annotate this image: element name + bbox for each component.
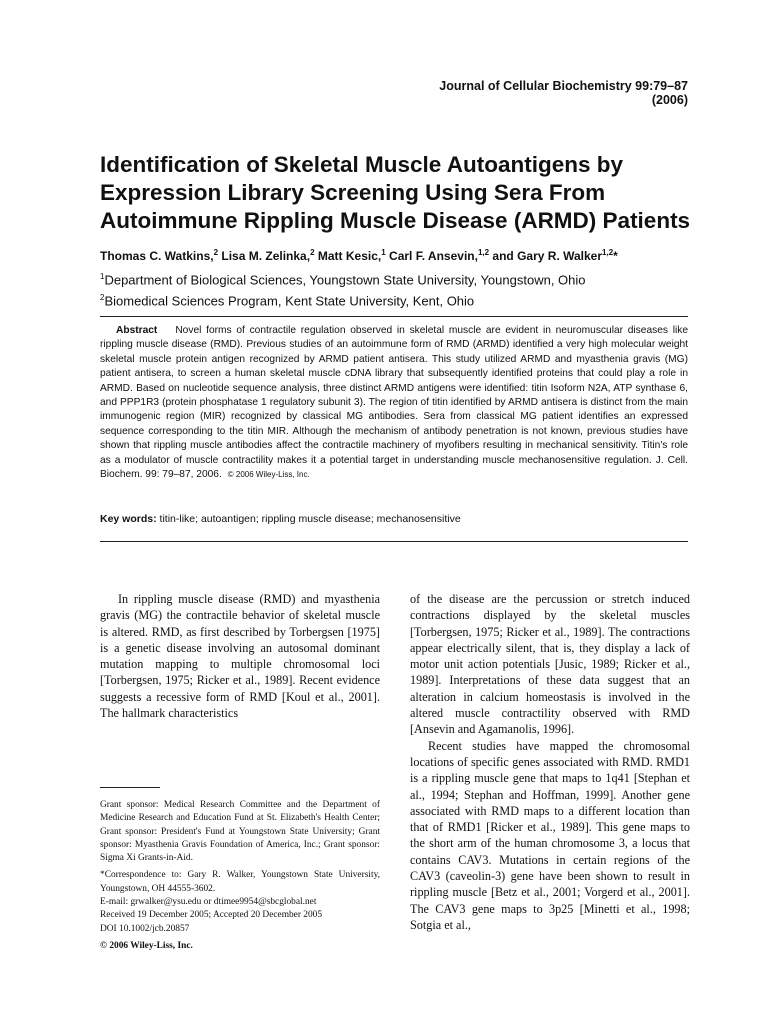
author-name: Lisa M. Zelinka, xyxy=(221,249,311,263)
keywords xyxy=(100,513,688,525)
body-paragraph: In rippling muscle disease (RMD) and myasthenia gravis (MG) the contractile behavior of skeletal muscle is altered. RMD, as first described by Torbergsen [1975] is a genetic disease involving an autosomal dominant mutation mapping to multiple chromosomal loci [Torbergsen, 1975; Ricker et al., 1989]. Recent evidence suggests a recessive form of RMD [Koul et al., 2001]. The hallmark characteristics xyxy=(100,592,380,721)
body-paragraph: Recent studies have mapped the chromosomal locations of specific genes associated with RMD. RMD1 is a rippling muscle gene that maps to 1q41 [Stephan et al., 1994; Stephan and Hoffman, 1999]. Another gene associated with RMD maps to a different location than that of RMD1 [Ricker et al., 1989]. This gene maps to the short arm of the human chromosome 3, a locus that contains CAV3. Mutations in certain regions of the CAV3 (caveolin-3) gene have been shown to result in rippling muscle [Betz et al., 2001; Vorgerd et al., 2001]. The CAV3 gene maps to 3p25 [Minetti et al., 1998; Sotgia et al., xyxy=(410,738,690,932)
title-line: Expression Library Screening Using Sera From xyxy=(100,180,606,205)
abstract-text: Novel forms of contractile regulation observed in skeletal muscle are evident in neuromuscular diseases like rippling muscle disease (RMD). Previous studies of an autoimmune form of RMD (ARMD) identified a very high molecular weight skeletal muscle protein antigen recognized by ARMD patient antisera. This study utilized ARMD and myasthenia gravis (MG) patient antisera, to screen a human skeletal muscle cDNA library that subsequently identified proteins that could play a role in ARMD. Based on nucleotide sequence analysis, three distinct ARMD antigens were identified: titin Isoform N2A, ATP synthase 6, and PPP1R3 (protein phosphatase 1 regulatory subunit 3). The region of titin identified by ARMD antisera is distinct from the main immunogenic region (MIR) recognized by classical MG antibodies. Sera from classical MG patient identifies an expressed sequence corresponding to the titin MIR. Although the mechanism of antibody penetration is not known, previous studies have shown that rippling muscle antibodies affect the contractile machinery of myofibers resulting in mechanical sensitivity. Titin's role as a modulator of muscle contractility makes it a potential target in understanding muscle mechanosensitive regulation. J. Cell. Biochem. 99: 79–87, 2006. xyxy=(100,325,688,481)
doi-footnote: DOI 10.1002/jcb.20857 xyxy=(100,923,190,934)
keywords-label: Key words: xyxy=(100,513,157,525)
affiliation-mark: 1 xyxy=(100,272,105,281)
right-column xyxy=(410,591,690,933)
author-name: and Gary R. Walker xyxy=(492,249,603,263)
abstract-label: Abstract xyxy=(116,325,158,336)
abstract-top-rule xyxy=(100,316,688,317)
affiliation-list xyxy=(100,268,700,311)
author-affiliation-mark: 1 xyxy=(381,248,386,257)
abstract-bottom-rule xyxy=(100,541,688,542)
title-line: Autoimmune Rippling Muscle Disease (ARMD) Patients xyxy=(100,208,691,233)
author-affiliation-mark: 1,2 xyxy=(477,248,490,257)
correspondence-footnote: *Correspondence to: Gary R. Walker, Youngstown State University, Youngstown, OH 44555-3602. xyxy=(100,870,380,894)
author-affiliation-mark: 1,2 xyxy=(602,248,614,257)
affiliation xyxy=(100,268,700,289)
keywords-text: titin-like; autoantigen; rippling muscle disease; mechanosensitive xyxy=(159,513,461,525)
article-title xyxy=(100,151,700,235)
affiliation xyxy=(100,289,700,310)
author-name: Thomas C. Watkins, xyxy=(100,249,214,263)
journal-citation: Journal of Cellular Biochemistry 99:79–87 (2006) xyxy=(439,79,688,107)
affiliation-text: Biomedical Sciences Program, Kent State University, Kent, Ohio xyxy=(104,293,475,309)
body-paragraph: of the disease are the percussion or stretch induced contractions displayed by the skeletal muscles [Torbergsen, 1975; Ricker et al., 1989]. The contractions appear electrically silent, that is, they display a lack of motor unit action potentials [Jusic, 1989; Ricker et al., 1989]. Interpretations of these data suggest that an alteration in calcium homeostasis is involved in the altered muscle contractility observed with RMD [Ansevin and Agamanolis, 1996]. xyxy=(410,592,690,737)
author-name: Matt Kesic, xyxy=(317,249,382,263)
email-footnote: E-mail: grwalker@ysu.edu or dtimee9954@sbcglobal.net xyxy=(100,897,317,908)
abstract xyxy=(100,324,688,482)
corresponding-author-mark: * xyxy=(613,249,618,263)
footnotes xyxy=(100,799,380,957)
affiliation-text: Department of Biological Sciences, Youngstown State University, Youngstown, Ohio xyxy=(104,272,586,288)
author-list xyxy=(100,248,700,263)
author-name: Carl F. Ansevin, xyxy=(389,249,478,263)
left-column xyxy=(100,591,380,721)
copyright-footnote: © 2006 Wiley-Liss, Inc. xyxy=(100,940,193,951)
abstract-copyright: © 2006 Wiley-Liss, Inc. xyxy=(227,470,310,480)
received-footnote: Received 19 December 2005; Accepted 20 December 2005 xyxy=(100,910,323,921)
affiliation-mark: 2 xyxy=(100,293,105,303)
grant-footnote: Grant sponsor: Medical Research Committee and the Department of Medicine Research and Education Fund at St. Elizabeth's Health Center; Grant sponsor: President's Fund at Youngstown State University; Grant sponsor: Myasthenia Gravis Foundation of America, Inc.; Grant sponsor: Sigma Xi Grants-in-Aid. xyxy=(100,800,380,864)
author-affiliation-mark: 2 xyxy=(213,248,219,257)
footnote-rule xyxy=(100,787,160,788)
author-affiliation-mark: 2 xyxy=(310,248,315,257)
title-line: Identification of Skeletal Muscle Autoantigens by xyxy=(100,152,623,177)
